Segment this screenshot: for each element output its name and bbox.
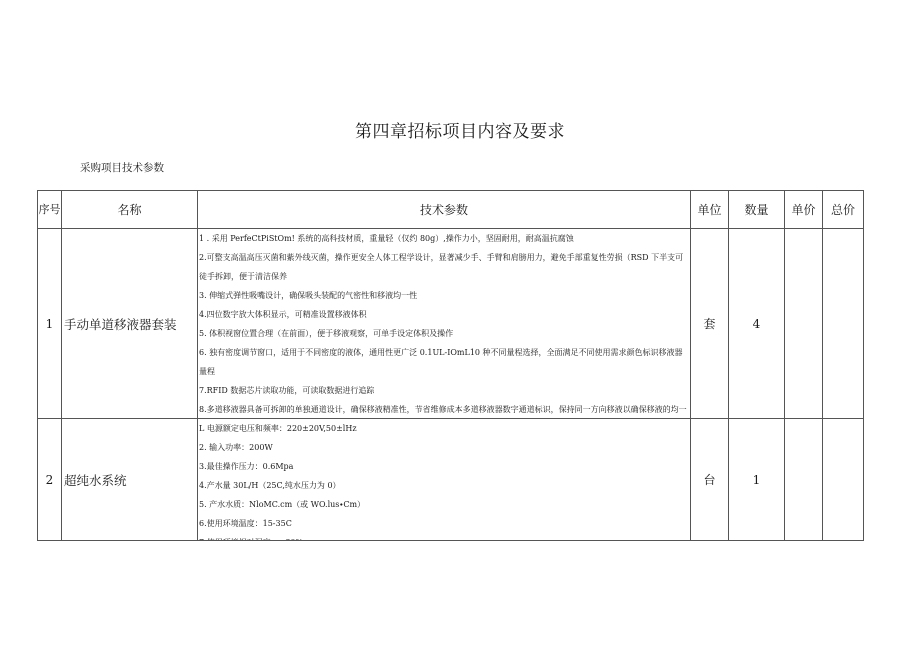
param-line: 3. 伸缩式弹性吸嘴设计，确保吸头装配的气密性和移液均一性: [199, 291, 418, 300]
section-subtitle: 采购项目技术参数: [80, 162, 164, 174]
document-title: 第四章招标项目内容及要求: [355, 122, 565, 142]
param-line: 1 . 采用 PerfeCtPiStOm! 系统的高科技材质，重量轻（仅约 80g）,操作力小，坚固耐用，耐高温抗腐蚀: [199, 234, 574, 243]
row-params: [198, 229, 691, 419]
header-unit-price: 单价: [785, 191, 823, 229]
param-line: 5. 体积视窗位置合理（在前面），便于移液观察，可单手设定体积及操作: [199, 329, 454, 338]
param-line: 2. 输入功率：200W: [199, 443, 273, 452]
table-row: [38, 229, 864, 419]
row-unit: 套: [691, 229, 729, 419]
table-row: [38, 419, 864, 541]
row-params: [198, 419, 691, 541]
param-line: 8.多道移液器具备可拆卸的单独通道设计，确保移液精准性，节省维修成本多道移液器数字通道标识，保持同一方向移液以确保移液的均一: [199, 405, 687, 414]
header-name: 名称: [62, 191, 198, 229]
procurement-table: [37, 190, 864, 541]
param-line: 3.最佳操作压力：0.6Mpa: [199, 462, 294, 471]
header-unit: 单位: [691, 191, 729, 229]
header-total-price: 总价: [823, 191, 864, 229]
param-line: 4.产水量 30L/H（25C,纯水压力为 0）: [199, 481, 341, 490]
row-unit-price: [785, 229, 823, 419]
header-qty: 数量: [729, 191, 785, 229]
param-line: L 电源额定电压和频率：220±20V,50±lHz: [199, 424, 357, 433]
param-line: 6. 独有密度调节窗口，适用于不同密度的液体，通用性更广泛 0.1UL-IOmL10 种不同量程选择，全面满足不同使用需求颜色标识移液器量程: [199, 348, 683, 376]
row-name: 超纯水系统: [62, 419, 198, 541]
row-total-price: [823, 419, 864, 541]
param-line: 5. 产水水质：NloMC.cm（或 WO.lus∙Cm）: [199, 500, 366, 509]
row-qty: 1: [729, 419, 785, 541]
row-name: 手动单道移液器套装: [62, 229, 198, 419]
param-line: 7.RFID 数据芯片读取功能，可读取数据进行追踪: [199, 386, 375, 395]
param-line: 6.使用环境温度：15-35C: [199, 519, 292, 528]
header-params: 技术参数: [198, 191, 691, 229]
row-unit: 台: [691, 419, 729, 541]
row-unit-price: [785, 419, 823, 541]
header-seq: 序号: [38, 191, 62, 229]
row-total-price: [823, 229, 864, 419]
table-header-row: [38, 191, 864, 229]
param-line: 2.可整支高温高压灭菌和紫外线灭菌，操作更安全人体工程学设计，显著减少手、手臂和肩膀用力，避免手部重复性劳损（RSD 下半支可徒手拆卸，便于清洁保养: [199, 253, 684, 281]
row-seq: 2: [38, 419, 62, 541]
row-seq: 1: [38, 229, 62, 419]
row-qty: 4: [729, 229, 785, 419]
param-line: [199, 533, 690, 540]
param-line: 4.四位数字放大体积显示，可精准设置移液体积: [199, 310, 367, 319]
